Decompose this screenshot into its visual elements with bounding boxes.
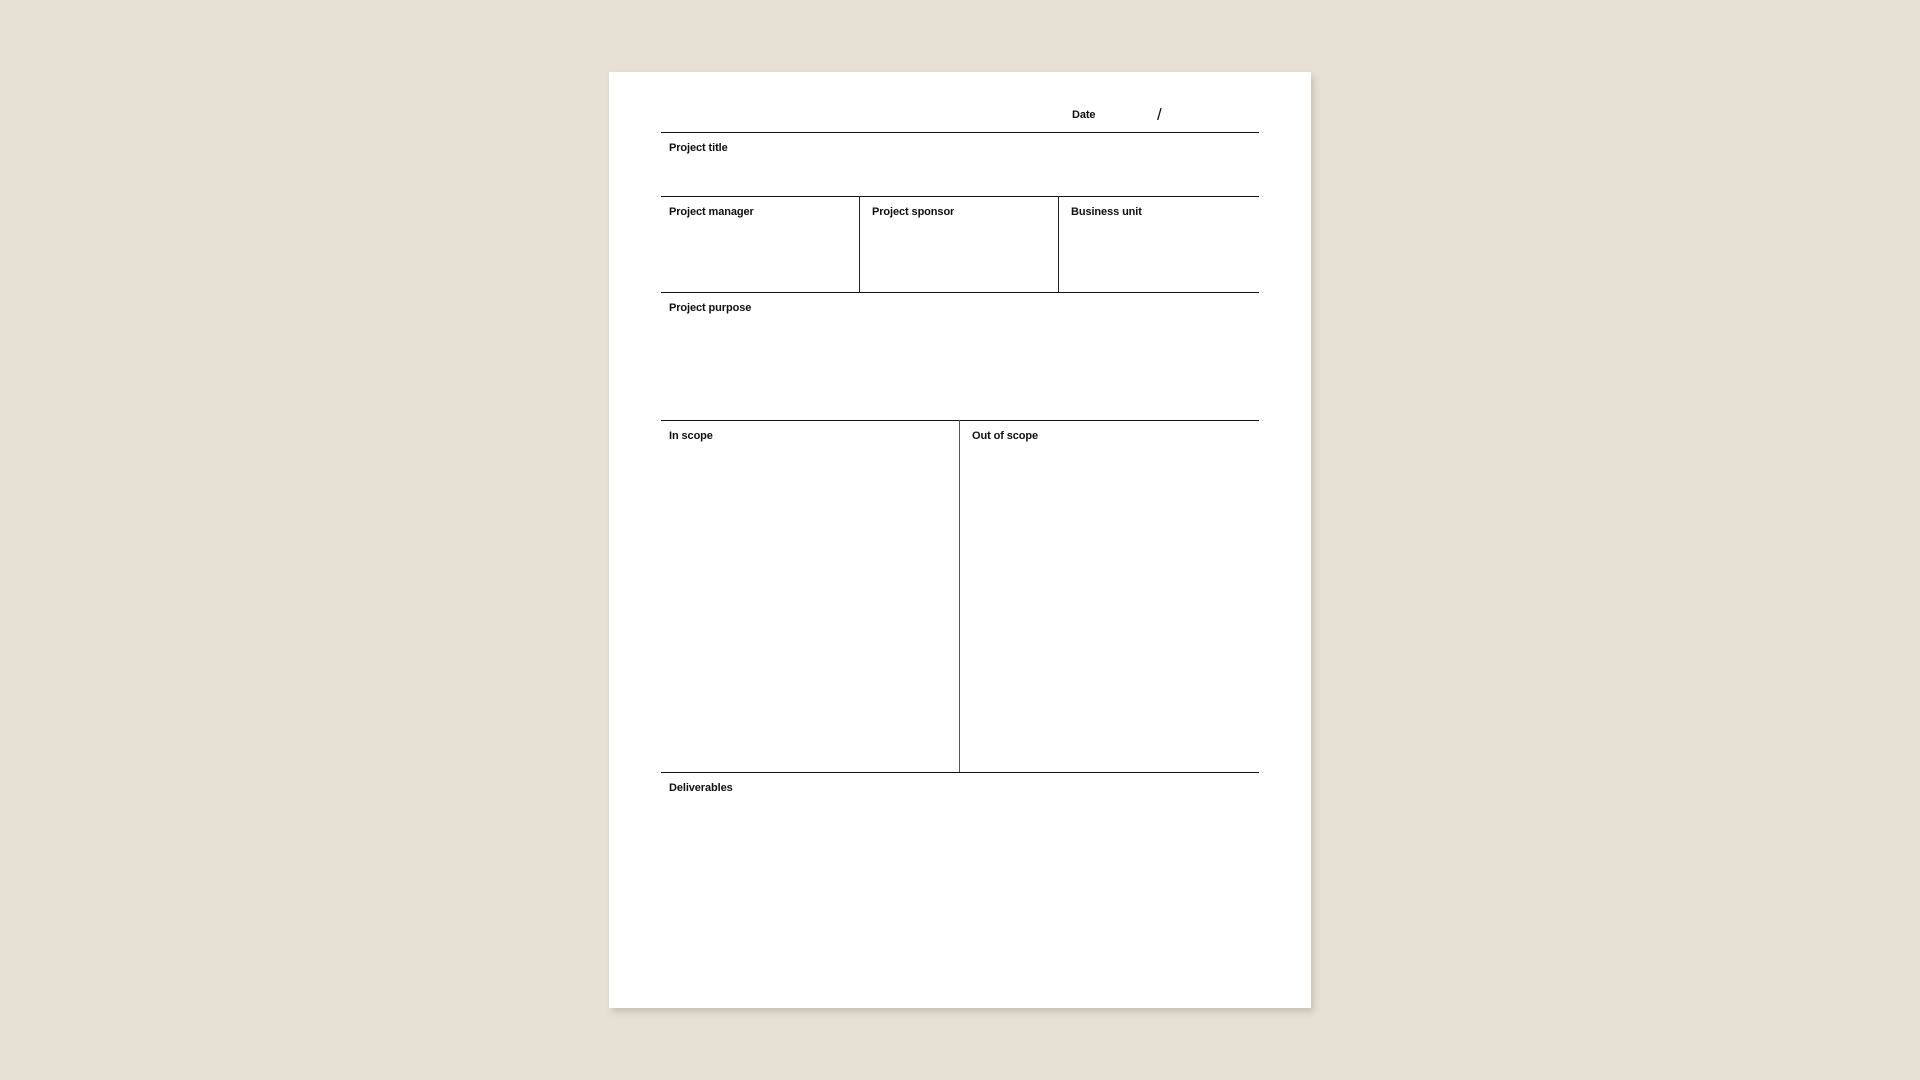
date-separator: /: [1157, 105, 1162, 124]
deliverables-field[interactable]: [661, 773, 1259, 963]
deliverables-label: Deliverables: [669, 782, 733, 794]
project-purpose-label: Project purpose: [669, 302, 752, 314]
project-manager-label: Project manager: [669, 206, 754, 218]
project-sponsor-label: Project sponsor: [872, 206, 955, 218]
project-title-field[interactable]: [661, 133, 1259, 196]
out-of-scope-field[interactable]: [960, 421, 1259, 772]
document-page: [609, 72, 1311, 1008]
out-of-scope-label: Out of scope: [972, 430, 1039, 442]
in-scope-field[interactable]: [661, 421, 959, 772]
date-field[interactable]: [1109, 100, 1259, 130]
in-scope-label: In scope: [669, 430, 713, 442]
project-title-label: Project title: [669, 142, 728, 154]
business-unit-label: Business unit: [1071, 206, 1142, 218]
date-label: Date: [1072, 109, 1096, 121]
